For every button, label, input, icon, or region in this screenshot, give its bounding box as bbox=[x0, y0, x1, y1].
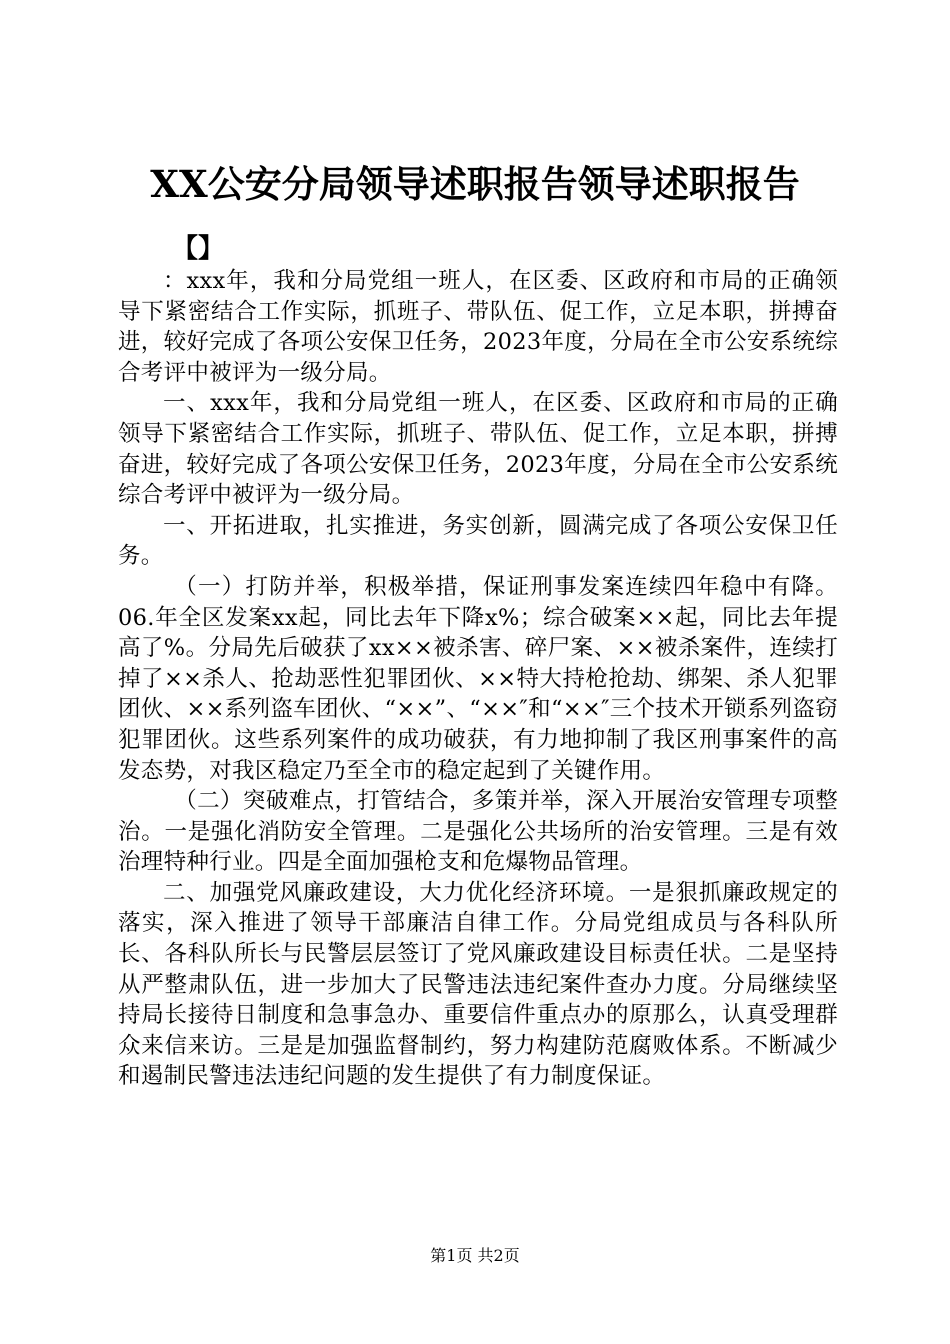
paragraph-section-1-summary: 一、xxx年，我和分局党组一班人，在区委、区政府和市局的正确领导下紧密结合工作实际，抓班子、带队伍、促工作，立足本职，拼搏奋进，较好完成了各项公安保卫任务，2023年度，分局在全市公安系统综合考评中被评为一级分局。 bbox=[118, 390, 838, 509]
paragraph-section-1-heading: 一、开拓进取，扎实推进，务实创新，圆满完成了各项公安保卫任务。 bbox=[118, 512, 838, 570]
page-number-footer: 第1页 共2页 bbox=[430, 1246, 520, 1265]
document-title: XX公安分局领导述职报告领导述职报告 bbox=[150, 162, 800, 206]
paragraph-intro: ：xxx年，我和分局党组一班人，在区委、区政府和市局的正确领导下紧密结合工作实际，抓班子、带队伍、促工作，立足本职，拼搏奋进，较好完成了各项公安保卫任务，2023年度，分局在全市公安系统综合考评中被评为一级分局。 bbox=[118, 268, 838, 386]
paragraph-subsection-2: （二）突破难点，打管结合，多策并举，深入开展治安管理专项整治。一是强化消防安全管理。二是强化公共场所的治安管理。三是有效治理特种行业。四是全面加强枪支和危爆物品管理。 bbox=[118, 788, 838, 876]
paragraph-subsection-1: （一）打防并举，积极举措，保证刑事发案连续四年稳中有降。06.年全区发案xx起，同比去年下降x%；综合破案××起，同比去年提高了%。分局先后破获了xx××被杀害、碎尸案、××被杀案件，连续打掉了××杀人、抢劫恶性犯罪团伙、××特大持枪抢劫、绑架、杀人犯罪团伙、××系列盗车团伙、“××”、“××″和“××″三个技术开锁系列盗窃犯罪团伙。这些系列案件的成功破获，有力地抑制了我区刑事案件的高发态势，对我区稳定乃至全市的稳定起到了关键作用。 bbox=[118, 573, 838, 784]
paragraph-section-2: 二、加强党风廉政建设，大力优化经济环境。一是狠抓廉政规定的落实，深入推进了领导干部廉洁自律工作。分局党组成员与各科队所长、各科队所长与民警层层签订了党风廉政建设目标责任状。二是坚持从严整肃队伍，进一步加大了民警违法违纪案件查办力度。分局继续坚持局长接待日制度和急事急办、重要信件重点办的原那么，认真受理群众来信来访。三是是加强监督制约，努力构建防范腐败体系。不断减少和遏制民警违法违纪问题的发生提供了有力制度保证。 bbox=[118, 879, 838, 1090]
document-body bbox=[118, 266, 838, 1092]
document-subtitle: 【】 bbox=[172, 234, 225, 264]
